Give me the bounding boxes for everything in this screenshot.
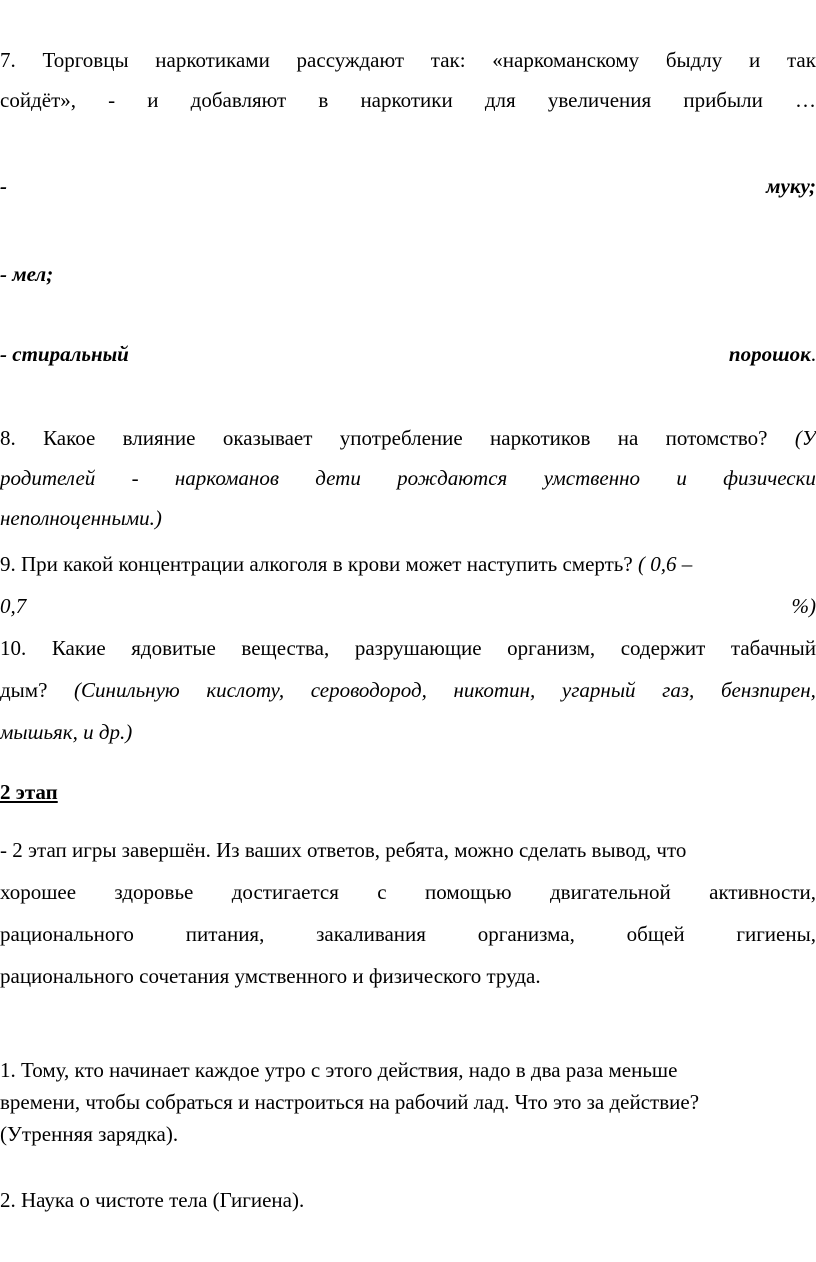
word: так bbox=[786, 48, 816, 72]
word: организма, bbox=[477, 922, 575, 946]
stage-para-line-1: - 2 этап игры завершён. Из ваших ответов, ребята, можно сделать вывод, что bbox=[0, 838, 687, 862]
option-dash: - bbox=[0, 174, 7, 198]
word: физически bbox=[723, 466, 816, 490]
q7-option-flour bbox=[0, 172, 816, 200]
word: табачный bbox=[730, 636, 816, 660]
q9-answer-right: %) bbox=[791, 594, 816, 618]
q8-line-1 bbox=[0, 424, 816, 452]
word: быдлу bbox=[665, 48, 723, 72]
q9-line-1 bbox=[0, 550, 816, 578]
word: - bbox=[131, 466, 139, 490]
word: умственно bbox=[543, 466, 641, 490]
option-period: . bbox=[810, 342, 816, 366]
word: наркотиками bbox=[155, 48, 270, 72]
word: 8. bbox=[0, 426, 16, 450]
q10-line-1 bbox=[0, 634, 816, 662]
q10-line-3: мышьяк, и др.) bbox=[0, 720, 133, 744]
word: для bbox=[484, 88, 516, 112]
word: рассуждают bbox=[296, 48, 405, 72]
word: Какое bbox=[43, 426, 96, 450]
word: (Синильную bbox=[74, 678, 180, 702]
option-text-right: порошок bbox=[728, 342, 811, 366]
word: кислоту, bbox=[206, 678, 285, 702]
word: Торговцы bbox=[42, 48, 129, 72]
word: родителей bbox=[0, 466, 96, 490]
stage-heading: 2 этап bbox=[0, 780, 58, 804]
word: потомство? bbox=[665, 426, 768, 450]
option-text: муку; bbox=[766, 174, 816, 198]
word: здоровье bbox=[114, 880, 194, 904]
word: рождаются bbox=[397, 466, 508, 490]
word: и bbox=[676, 466, 687, 490]
word: сероводород, bbox=[310, 678, 427, 702]
word: достигается bbox=[231, 880, 339, 904]
quiz-q2: 2. Наука о чистоте тела (Гигиена). bbox=[0, 1188, 305, 1212]
word: влияние bbox=[122, 426, 196, 450]
word: наркотиков bbox=[490, 426, 591, 450]
word: на bbox=[617, 426, 639, 450]
stage-para-line-2 bbox=[0, 878, 816, 906]
word: сойдёт», bbox=[0, 88, 76, 112]
word: вещества, bbox=[241, 636, 330, 660]
quiz-q1-line-2: времени, чтобы собраться и настроиться на рабочий лад. Что это за действие? bbox=[0, 1090, 700, 1114]
word: бензпирен, bbox=[720, 678, 816, 702]
word: и bbox=[147, 88, 159, 112]
q9-answer-start: ( 0,6 – bbox=[632, 552, 693, 576]
word: разрушающие bbox=[354, 636, 482, 660]
q8-line-3: неполноценными.) bbox=[0, 506, 162, 530]
word: закаливания bbox=[316, 922, 426, 946]
word: 10. bbox=[0, 636, 27, 660]
word: организм, bbox=[507, 636, 596, 660]
word: общей bbox=[626, 922, 685, 946]
word: помощью bbox=[425, 880, 512, 904]
word: «наркоманскому bbox=[492, 48, 640, 72]
q9-answer-left: 0,7 bbox=[0, 594, 27, 618]
stage-para-line-3 bbox=[0, 920, 816, 948]
word: и bbox=[749, 48, 761, 72]
word: активности, bbox=[709, 880, 816, 904]
word: угарный bbox=[561, 678, 636, 702]
quiz-q1-line-1: 1. Тому, кто начинает каждое утро с этого действия, надо в два раза меньше bbox=[0, 1058, 678, 1082]
q7-option-powder bbox=[0, 340, 816, 368]
word: питания, bbox=[185, 922, 265, 946]
word: 7. bbox=[0, 48, 16, 72]
word: рационального bbox=[0, 922, 134, 946]
stage-para-line-4: рационального сочетания умственного и физического труда. bbox=[0, 964, 541, 988]
word: … bbox=[794, 88, 816, 112]
q9-line-2 bbox=[0, 592, 816, 620]
q7-option-chalk: - мел; bbox=[0, 262, 54, 286]
word: дети bbox=[315, 466, 361, 490]
word: прибыли bbox=[683, 88, 763, 112]
word: Какие bbox=[51, 636, 106, 660]
word: газ, bbox=[662, 678, 695, 702]
q8-answer-start: (У bbox=[794, 426, 816, 450]
quiz-q1-line-3: (Утренняя зарядка). bbox=[0, 1122, 179, 1146]
q7-line-2 bbox=[0, 86, 816, 114]
q10-line-2 bbox=[0, 676, 816, 704]
word: с bbox=[377, 880, 387, 904]
word: никотин, bbox=[453, 678, 536, 702]
word: добавляют bbox=[190, 88, 287, 112]
q8-line-2 bbox=[0, 464, 816, 492]
word: наркоманов bbox=[174, 466, 279, 490]
word: употребление bbox=[339, 426, 463, 450]
word: ядовитые bbox=[131, 636, 216, 660]
word: так: bbox=[430, 48, 466, 72]
q10-question-end: дым? bbox=[0, 678, 48, 702]
word: содержит bbox=[620, 636, 706, 660]
option-text-left: - стиральный bbox=[0, 342, 129, 366]
word: наркотики bbox=[360, 88, 453, 112]
word: оказывает bbox=[222, 426, 313, 450]
word: хорошее bbox=[0, 880, 77, 904]
q9-question: 9. При какой концентрации алкоголя в крови может наступить смерть? bbox=[0, 552, 633, 576]
word: увеличения bbox=[547, 88, 652, 112]
word: в bbox=[318, 88, 329, 112]
word: - bbox=[108, 88, 116, 112]
word: гигиены, bbox=[736, 922, 816, 946]
q7-line-1 bbox=[0, 46, 816, 74]
word: двигательной bbox=[550, 880, 671, 904]
